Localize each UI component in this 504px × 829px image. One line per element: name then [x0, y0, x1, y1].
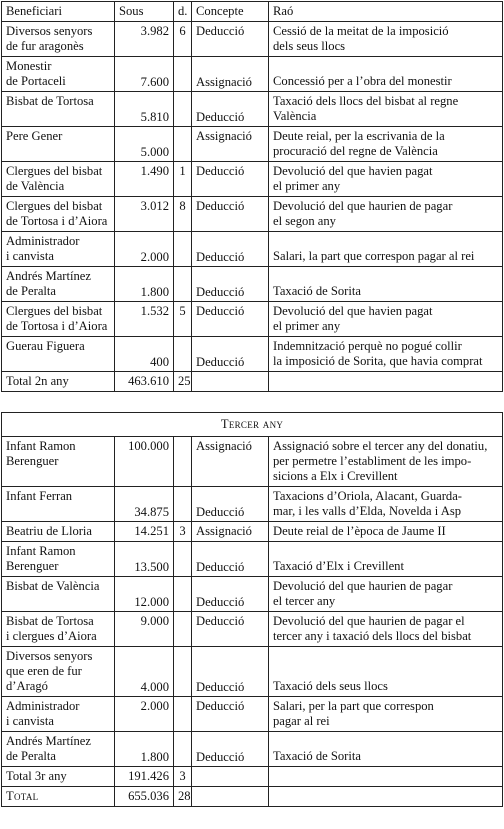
cell-line: procuració del regne de València — [273, 144, 438, 158]
cell-d — [174, 127, 192, 162]
table-row — [2, 732, 503, 767]
table-row — [2, 267, 503, 302]
cell-beneficiari — [2, 487, 115, 522]
cell-line: Andrés Martínez — [6, 269, 91, 283]
header-row — [2, 2, 503, 22]
table-second-year — [1, 1, 503, 392]
cell-d: 3 — [174, 522, 192, 542]
cell-line: Infant Ferran — [6, 489, 73, 503]
cell-rao — [269, 437, 503, 487]
cell-line: Assignació sobre el tercer any del donatiu, — [273, 439, 488, 453]
cell-sous: 1.490 — [115, 162, 174, 197]
cell-concepte: Deducció — [192, 697, 269, 732]
total-concepte-empty — [192, 767, 269, 787]
cell-sous: 100.000 — [115, 437, 174, 487]
cell-line: la imposició de Sorita, que havia comprat — [273, 354, 483, 368]
cell-line: de fur aragonès — [6, 39, 84, 53]
cell-sous: 400 — [115, 337, 174, 372]
cell-line: Cessió de la meitat de la imposició — [273, 24, 449, 38]
table-row — [2, 522, 503, 542]
cell-line: que eren de fur — [6, 664, 82, 678]
cell-beneficiari — [2, 732, 115, 767]
cell-sous: 5.810 — [115, 92, 174, 127]
cell-rao — [269, 487, 503, 522]
col-header-sous: Sous — [115, 2, 174, 22]
cell-beneficiari — [2, 302, 115, 337]
cell-d — [174, 732, 192, 767]
table-row — [2, 437, 503, 487]
table-row — [2, 542, 503, 577]
cell-line: Pere Gener — [6, 129, 63, 143]
cell-line: Clergues del bisbat — [6, 199, 103, 213]
table-row — [2, 487, 503, 522]
cell-rao — [269, 337, 503, 372]
cell-beneficiari — [2, 697, 115, 732]
cell-d: 6 — [174, 22, 192, 57]
cell-beneficiari — [2, 162, 115, 197]
cell-concepte: Assignació — [192, 127, 269, 162]
cell-line: de Portaceli — [6, 74, 66, 88]
cell-d: 5 — [174, 302, 192, 337]
cell-concepte: Deducció — [192, 232, 269, 267]
total-rao-empty — [269, 372, 503, 392]
cell-sous: 2.000 — [115, 232, 174, 267]
cell-line: Taxacions d’Oriola, Alacant, Guarda- — [273, 489, 462, 503]
cell-d: 1 — [174, 162, 192, 197]
cell-line: Clergues del bisbat — [6, 304, 103, 318]
cell-beneficiari — [2, 542, 115, 577]
cell-line: el primer any — [273, 179, 341, 193]
cell-concepte: Assignació — [192, 522, 269, 542]
table-row — [2, 697, 503, 732]
total-row-second-year — [2, 372, 503, 392]
cell-sous: 3.012 — [115, 197, 174, 232]
cell-line: Infant Ramon — [6, 439, 76, 453]
grand-total-concepte-empty — [192, 787, 269, 807]
cell-beneficiari — [2, 22, 115, 57]
cell-d — [174, 437, 192, 487]
total-sous: 191.426 — [115, 767, 174, 787]
cell-rao — [269, 522, 503, 542]
cell-line: Bisbat de Tortosa — [6, 614, 94, 628]
cell-line: Berenguer — [6, 559, 59, 573]
cell-line: Diversos senyors — [6, 24, 93, 38]
cell-line: Infant Ramon — [6, 544, 76, 558]
cell-sous: 4.000 — [115, 647, 174, 697]
cell-line: Diversos senyors — [6, 649, 93, 663]
cell-sous: 12.000 — [115, 577, 174, 612]
cell-line: Devolució del que haurien de pagar — [273, 199, 453, 213]
cell-line: Indemnització perquè no pogué collir — [273, 339, 462, 353]
table-body-second-year — [2, 22, 503, 372]
cell-line: de Tortosa i d’Aiora — [6, 319, 108, 333]
cell-rao — [269, 267, 503, 302]
cell-line: sicions a Elx i Crevillent — [273, 469, 398, 483]
cell-rao — [269, 612, 503, 647]
cell-concepte: Deducció — [192, 162, 269, 197]
cell-beneficiari — [2, 612, 115, 647]
cell-line: Administrador — [6, 234, 80, 248]
cell-line: Taxació de Sorita — [273, 749, 361, 763]
cell-rao — [269, 302, 503, 337]
cell-rao — [269, 92, 503, 127]
cell-beneficiari — [2, 522, 115, 542]
section-title-row — [2, 413, 503, 437]
table-body-third-year — [2, 437, 503, 767]
cell-rao — [269, 577, 503, 612]
col-header-rao: Raó — [269, 2, 503, 22]
table-row — [2, 612, 503, 647]
cell-line: el segon any — [273, 214, 336, 228]
cell-rao — [269, 197, 503, 232]
cell-rao — [269, 732, 503, 767]
cell-line: Beatriu de Lloria — [6, 524, 93, 538]
cell-beneficiari — [2, 197, 115, 232]
table-row — [2, 232, 503, 267]
total-sous: 463.610 — [115, 372, 174, 392]
grand-total-label: Total — [2, 787, 115, 807]
table-row — [2, 337, 503, 372]
table-row — [2, 577, 503, 612]
col-header-beneficiari: Beneficiari — [2, 2, 115, 22]
cell-line: Berenguer — [6, 454, 59, 468]
table-row — [2, 647, 503, 697]
cell-sous: 3.982 — [115, 22, 174, 57]
cell-beneficiari — [2, 57, 115, 92]
cell-beneficiari — [2, 577, 115, 612]
grand-total-rao-empty — [269, 787, 503, 807]
cell-line: Bisbat de València — [6, 579, 100, 593]
cell-line: pagar al rei — [273, 714, 330, 728]
total-rao-empty — [269, 767, 503, 787]
cell-beneficiari — [2, 127, 115, 162]
cell-line: Taxació de Sorita — [273, 284, 361, 298]
cell-concepte: Deducció — [192, 732, 269, 767]
cell-line: mar, i les valls d’Elda, Novelda i Asp — [273, 504, 462, 518]
cell-d — [174, 647, 192, 697]
cell-line: Devolució del que havien pagat — [273, 164, 433, 178]
cell-rao — [269, 542, 503, 577]
cell-line: dels seus llocs — [273, 39, 346, 53]
total-concepte-empty — [192, 372, 269, 392]
cell-line: el primer any — [273, 319, 341, 333]
cell-rao — [269, 232, 503, 267]
total-label: Total 2n any — [2, 372, 115, 392]
cell-rao — [269, 647, 503, 697]
cell-sous: 1.800 — [115, 267, 174, 302]
table-row — [2, 22, 503, 57]
total-label: Total 3r any — [2, 767, 115, 787]
cell-concepte: Deducció — [192, 302, 269, 337]
cell-line: i canvista — [6, 714, 54, 728]
cell-concepte: Deducció — [192, 267, 269, 302]
table-third-year — [1, 412, 503, 807]
cell-d — [174, 487, 192, 522]
cell-line: Taxació dels llocs del bisbat al regne — [273, 94, 459, 108]
table-row — [2, 302, 503, 337]
cell-sous: 13.500 — [115, 542, 174, 577]
total-row-third-year — [2, 767, 503, 787]
cell-sous: 2.000 — [115, 697, 174, 732]
cell-sous: 14.251 — [115, 522, 174, 542]
cell-line: de Peralta — [6, 749, 56, 763]
cell-line: de València — [6, 179, 65, 193]
cell-concepte: Deducció — [192, 542, 269, 577]
cell-d — [174, 577, 192, 612]
table-row — [2, 92, 503, 127]
cell-line: per permetre l’establiment de les impo- — [273, 454, 472, 468]
cell-beneficiari — [2, 92, 115, 127]
cell-rao — [269, 697, 503, 732]
cell-line: Salari, per la part que correspon — [273, 699, 434, 713]
cell-line: Bisbat de Tortosa — [6, 94, 94, 108]
cell-concepte: Deducció — [192, 92, 269, 127]
cell-d — [174, 232, 192, 267]
cell-concepte: Assignació — [192, 57, 269, 92]
col-header-concepte: Concepte — [192, 2, 269, 22]
grand-total-sous: 655.036 — [115, 787, 174, 807]
cell-rao — [269, 22, 503, 57]
cell-d — [174, 92, 192, 127]
cell-line: Administrador — [6, 699, 80, 713]
cell-concepte: Deducció — [192, 577, 269, 612]
cell-concepte: Assignació — [192, 437, 269, 487]
cell-concepte: Deducció — [192, 22, 269, 57]
cell-concepte: Deducció — [192, 487, 269, 522]
cell-line: de Tortosa i d’Aiora — [6, 214, 108, 228]
cell-concepte: Deducció — [192, 197, 269, 232]
cell-d — [174, 267, 192, 302]
section-title: Tercer any — [2, 413, 503, 437]
cell-line: Devolució del que haurien de pagar — [273, 579, 453, 593]
table-row — [2, 57, 503, 92]
cell-line: Taxació d’Elx i Crevillent — [273, 559, 404, 573]
total-d: 3 — [174, 767, 192, 787]
table-row — [2, 127, 503, 162]
cell-line: Deute reial de l’època de Jaume II — [273, 524, 446, 538]
cell-line: d’Aragó — [6, 679, 48, 693]
cell-line: Salari, la part que correspon pagar al rei — [273, 249, 475, 263]
cell-line: Devolució del que haurien de pagar el — [273, 614, 465, 628]
cell-line: i canvista — [6, 249, 54, 263]
cell-sous: 1.532 — [115, 302, 174, 337]
cell-line: Taxació dels seus llocs — [273, 679, 388, 693]
cell-d — [174, 612, 192, 647]
cell-d: 8 — [174, 197, 192, 232]
total-d: 25 — [174, 372, 192, 392]
cell-concepte: Deducció — [192, 612, 269, 647]
cell-rao — [269, 127, 503, 162]
cell-beneficiari — [2, 267, 115, 302]
cell-beneficiari — [2, 647, 115, 697]
cell-line: Guerau Figuera — [6, 339, 85, 353]
cell-sous: 5.000 — [115, 127, 174, 162]
cell-beneficiari — [2, 232, 115, 267]
cell-line: Clergues del bisbat — [6, 164, 103, 178]
table-row — [2, 197, 503, 232]
cell-rao — [269, 162, 503, 197]
cell-line: Andrés Martínez — [6, 734, 91, 748]
cell-line: de Peralta — [6, 284, 56, 298]
grand-total-row — [2, 787, 503, 807]
cell-line: tercer any i taxació dels llocs del bisbat — [273, 629, 472, 643]
cell-line: València — [273, 109, 317, 123]
cell-line: Devolució del que havien pagat — [273, 304, 433, 318]
cell-d — [174, 697, 192, 732]
cell-line: el tercer any — [273, 594, 336, 608]
cell-sous: 7.600 — [115, 57, 174, 92]
cell-sous: 9.000 — [115, 612, 174, 647]
cell-sous: 34.875 — [115, 487, 174, 522]
cell-rao — [269, 57, 503, 92]
cell-line: Deute reial, per la escrivania de la — [273, 129, 445, 143]
cell-line: Monestir — [6, 59, 52, 73]
cell-d — [174, 337, 192, 372]
grand-total-d: 28 — [174, 787, 192, 807]
table-row — [2, 162, 503, 197]
cell-line: i clergues d’Aiora — [6, 629, 97, 643]
cell-concepte: Deducció — [192, 337, 269, 372]
cell-d — [174, 57, 192, 92]
cell-d — [174, 542, 192, 577]
cell-sous: 1.800 — [115, 732, 174, 767]
cell-beneficiari — [2, 437, 115, 487]
cell-beneficiari — [2, 337, 115, 372]
col-header-d: d. — [174, 2, 192, 22]
cell-line: Concessió per a l’obra del monestir — [273, 74, 452, 88]
cell-concepte: Deducció — [192, 647, 269, 697]
